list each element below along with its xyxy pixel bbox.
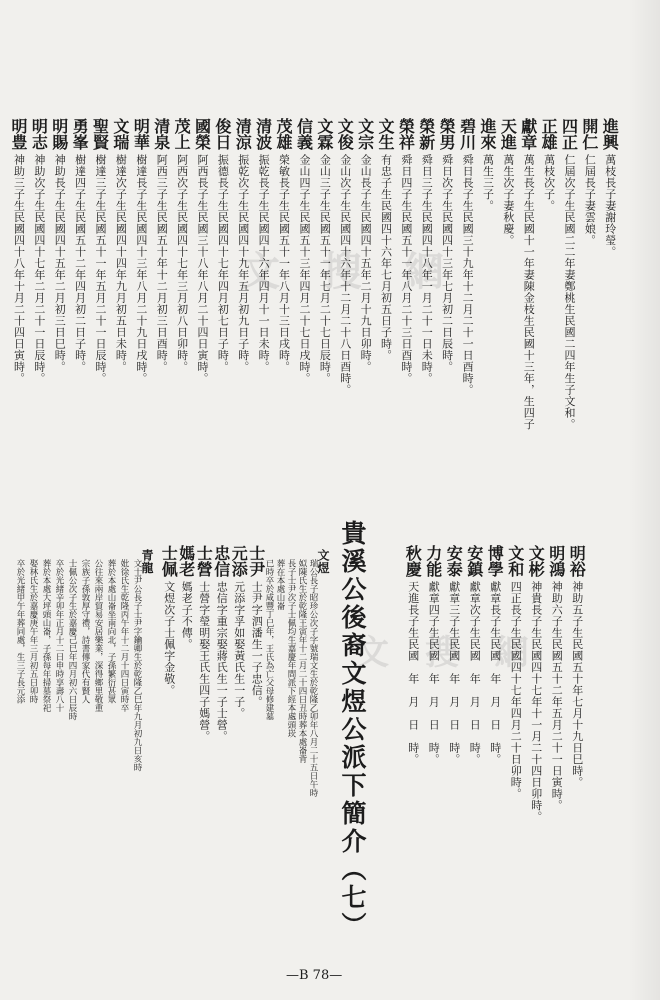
record-column xyxy=(567,545,588,905)
record-column xyxy=(505,545,526,905)
narrative-line: 葬在本處山崙 xyxy=(275,559,285,610)
record-column xyxy=(526,545,547,905)
birth-record: 樹達四子生民國五十二年四月初二日子時。 xyxy=(73,154,87,373)
birth-record: 忠信字重宗娶蔣氏生一子士營。 xyxy=(215,581,229,742)
record-column xyxy=(90,118,110,498)
birth-record: 阿西次子生民國四十七年三月初八日卯時。 xyxy=(175,154,189,373)
birth-record: 樹達長子生民國四十三年八月二十九日戌時。 xyxy=(134,154,148,384)
birth-record: 獻章長子生民國 年 月 日 時。 xyxy=(488,581,502,765)
birth-record: 仁屆次子生民國二二年妻鄭桃生民國二四年生子文和。 xyxy=(563,154,577,430)
record-column xyxy=(192,118,212,498)
narrative-line: 葬於本處山崙坐南向北，子孫繁衍甚眾 xyxy=(106,559,116,704)
birth-record: 有忠子生民國四十六年七月初五日子時。 xyxy=(379,154,393,361)
person-name: 秋慶 xyxy=(403,545,423,577)
person-name: 清泉 xyxy=(151,118,171,150)
record-column xyxy=(436,118,456,498)
binding-shadow xyxy=(628,0,660,1000)
birth-record: 金山三子生民國五十一年七月二十七日辰時。 xyxy=(318,154,332,384)
record-column xyxy=(403,545,424,905)
record-column xyxy=(178,545,196,915)
person-name: 榮祥 xyxy=(396,118,416,150)
person-name: 信義 xyxy=(294,118,314,150)
person-name: 進興 xyxy=(600,118,620,150)
record-column xyxy=(273,118,293,498)
person-name: 明裕 xyxy=(567,545,587,577)
birth-record: 振德長子生民國四十七年四月初七日子時。 xyxy=(216,154,230,373)
record-column xyxy=(579,118,599,498)
person-name: 國榮 xyxy=(192,118,212,150)
person-name: 獻章 xyxy=(518,118,538,150)
person-name: 清波 xyxy=(253,118,273,150)
person-name: 榮男 xyxy=(437,118,457,150)
record-column xyxy=(110,118,130,498)
record-column xyxy=(355,118,375,498)
person-name: 安鎮 xyxy=(464,545,484,577)
record-column xyxy=(375,118,395,498)
birth-record: 金山次子生民國四十六年十二月二十八日酉時。 xyxy=(338,154,352,396)
birth-record: 神助六子生民國五十二年五月二十一日寅時。 xyxy=(550,581,564,811)
birth-record: 萬生長子生民國十一年妻陳金枝生民國十三年，生四子 xyxy=(522,154,536,430)
record-column xyxy=(230,545,248,915)
record-column xyxy=(498,118,518,498)
birth-record: 神助五子生民國五十年七月十九日巳時。 xyxy=(570,581,584,788)
birth-record: 榮敏長子生民國五十一年八月十三日戌時。 xyxy=(277,154,291,373)
narrative-line: 姒陳氏生於乾隆王寅年十二月二十四日丑時葬本處崙背 xyxy=(297,559,307,763)
birth-record: 四正長子生民國四十七年四月二十日卯時。 xyxy=(509,581,523,800)
lower-left-records xyxy=(160,545,265,915)
person-name: 安泰 xyxy=(444,545,464,577)
record-column xyxy=(335,118,355,498)
person-name: 清涼 xyxy=(233,118,253,150)
narrative-line: 卒於光緒辛卯年正月十二日申時享壽八十 xyxy=(54,559,64,712)
section-title: 貴溪公後裔文煜公派下簡介（七） xyxy=(338,520,367,940)
record-column xyxy=(457,118,477,498)
person-name: 士尹 xyxy=(246,545,266,577)
person-name: 明賜 xyxy=(49,118,69,150)
narrative-right xyxy=(262,545,332,915)
watermark-lower: 文 搜 網 xyxy=(355,633,541,673)
record-column xyxy=(8,118,28,498)
birth-record: 金山四子生民國五十三年四月二十七日戌時。 xyxy=(297,154,311,384)
record-column xyxy=(213,545,231,915)
birth-record: 萬枝次子。 xyxy=(542,154,556,212)
narrative-line: 瑞公長子昭珍公次子字號瑞文生於乾隆乙卯年八月二十五日午時 xyxy=(308,559,318,797)
record-column xyxy=(195,545,213,915)
upper-records xyxy=(8,118,620,498)
record-column xyxy=(477,118,497,498)
birth-record: 舜日三子生民國四十八年一月二十一日未時。 xyxy=(420,154,434,384)
page-number: —B 78— xyxy=(286,968,343,983)
birth-record: 萬生三子。 xyxy=(481,154,495,212)
narrative-line: 妣徐氏生乾隆丙午年十二月十四日寅時卒 xyxy=(119,559,129,712)
birth-record: 獻章次子生民國 年 月 日 時。 xyxy=(468,581,482,765)
birth-record: 獻章三子生民國 年 月 日 時。 xyxy=(447,581,461,765)
birth-record: 仁屆長子妻雲娘。 xyxy=(583,154,597,246)
narrative-line: 宗族子孫敦厚守禮，詩書傳家代有賢人 xyxy=(80,559,90,704)
person-name: 榮新 xyxy=(416,118,436,150)
birth-record: 金山長子生民國四十五年二月十九日卯時。 xyxy=(359,154,373,373)
person-name: 開仁 xyxy=(579,118,599,150)
narrative-heading: 青龍 xyxy=(140,549,154,574)
narrative-line: 長子士尹次子士佩均生嘉慶年間派下經本處頭崁 xyxy=(286,559,296,738)
person-name: 明鴻 xyxy=(546,545,566,577)
person-name: 文和 xyxy=(505,545,525,577)
record-column xyxy=(416,118,436,498)
birth-record: 文煜次子士佩字金敬。 xyxy=(162,581,176,696)
person-name: 正雄 xyxy=(539,118,559,150)
record-column xyxy=(253,118,273,498)
person-name: 明華 xyxy=(131,118,151,150)
person-name: 明志 xyxy=(29,118,49,150)
person-name: 天進 xyxy=(498,118,518,150)
narrative-line: 士佩公次子生於嘉慶己巳年四月初六日辰時 xyxy=(67,559,77,721)
birth-record: 士營字瑩明娶王氏生四子媽營。 xyxy=(197,581,211,742)
person-name: 文霖 xyxy=(314,118,334,150)
person-name: 士佩 xyxy=(159,545,179,577)
birth-record: 舜日次子生民國四十三年七月初二日辰時。 xyxy=(440,154,454,373)
narrative-line: 娶林氏生於嘉慶庚午年三月初五日卯時 xyxy=(28,559,38,704)
person-name: 文瑞 xyxy=(110,118,130,150)
birth-record: 樹達次子生民國四十四年九月初五日未時。 xyxy=(114,154,128,373)
narrative-line: 卒於光緒甲午年葬同處，生三子長元添 xyxy=(15,559,25,704)
record-column xyxy=(314,118,334,498)
person-name: 元添 xyxy=(229,545,249,577)
narrative-line: 已時卒於咸豐丁巳年，王氏為亡父母修建墓 xyxy=(264,559,274,721)
person-name: 聖賢 xyxy=(90,118,110,150)
person-name: 士營 xyxy=(194,545,214,577)
narrative-line: 公往來兩岸貿易安居樂業，深得鄉里敬重 xyxy=(93,559,103,712)
person-name: 勇峯 xyxy=(70,118,90,150)
record-column xyxy=(131,118,151,498)
record-column xyxy=(396,118,416,498)
person-name: 進來 xyxy=(477,118,497,150)
birth-record: 神貴長子生民國四十七年十一月二十四日卯時。 xyxy=(529,581,543,823)
narrative-line: 葬於本處大坪頭山崙，子孫每年掃墓祭祀 xyxy=(41,559,51,712)
record-column xyxy=(444,545,465,905)
person-name: 文彬 xyxy=(526,545,546,577)
record-column xyxy=(171,118,191,498)
birth-record: 媽老子不傳。 xyxy=(180,581,194,650)
person-name: 茂雄 xyxy=(274,118,294,150)
birth-record: 神助長子生民國四十五年二月初三日巳時。 xyxy=(53,154,67,373)
record-column xyxy=(69,118,89,498)
record-column xyxy=(485,545,506,905)
record-column xyxy=(160,545,178,915)
person-name: 力能 xyxy=(423,545,443,577)
record-column xyxy=(546,545,567,905)
birth-record: 神助次子生民國四十七年二月二十一日辰時。 xyxy=(32,154,46,384)
person-name: 忠信 xyxy=(211,545,231,577)
narrative-heading: 文煜 xyxy=(316,549,330,574)
birth-record: 振乾長子生民國四十六年四月十一日未時。 xyxy=(257,154,271,373)
birth-record: 舜日四子生民國五十一年八月二十三日酉時。 xyxy=(399,154,413,384)
record-column xyxy=(49,118,69,498)
record-column xyxy=(518,118,538,498)
person-name: 碧川 xyxy=(457,118,477,150)
lower-right-records xyxy=(402,545,587,905)
birth-record: 萬枝長子妻謝玲瑩。 xyxy=(603,154,617,258)
birth-record: 獻章四子生民國 年 月 日 時。 xyxy=(427,581,441,765)
record-column xyxy=(600,118,620,498)
person-name: 文宗 xyxy=(355,118,375,150)
person-name: 媽老 xyxy=(176,545,196,577)
birth-record: 振乾次子生民國四十九年五月初九日子時。 xyxy=(236,154,250,373)
narrative-line: 文士尹公長子士尹字鑰卿生於乾隆乙巳年九月初九日亥時 xyxy=(132,559,142,772)
record-column xyxy=(559,118,579,498)
record-column xyxy=(29,118,49,498)
birth-record: 樹達三子生民國五十一年五月二十一日辰時。 xyxy=(94,154,108,384)
birth-record: 元添字孚如娶黃氏生一子。 xyxy=(232,581,246,719)
person-name: 博學 xyxy=(485,545,505,577)
birth-record: 士尹字泗潘生一子忠信。 xyxy=(250,581,264,708)
record-column xyxy=(538,118,558,498)
birth-record: 天進長子生民國 年 月 日 時。 xyxy=(406,581,420,765)
record-column xyxy=(151,118,171,498)
record-column xyxy=(423,545,444,905)
person-name: 茂上 xyxy=(172,118,192,150)
record-column xyxy=(212,118,232,498)
person-name: 俊日 xyxy=(212,118,232,150)
person-name: 文俊 xyxy=(335,118,355,150)
birth-record: 萬生次子妻秋慶。 xyxy=(501,154,515,246)
birth-record: 阿西長子生民國三十八年八月二十四日寅時。 xyxy=(195,154,209,384)
birth-record: 神助三子生民國四十八年十月二十四日寅時。 xyxy=(12,154,26,384)
birth-record: 舜日長子生民國三十九年十二月二十一日酉時。 xyxy=(461,154,475,396)
record-column xyxy=(294,118,314,498)
record-column xyxy=(248,545,266,915)
narrative-left xyxy=(6,545,156,945)
birth-record: 阿西三子生民國五十年十二月初三日酉時。 xyxy=(155,154,169,373)
person-name: 文生 xyxy=(376,118,395,150)
person-name: 四正 xyxy=(559,118,579,150)
person-name: 明豊 xyxy=(8,118,28,150)
record-column xyxy=(233,118,253,498)
watermark: 文 搜 網 xyxy=(240,249,458,295)
record-column xyxy=(464,545,485,905)
